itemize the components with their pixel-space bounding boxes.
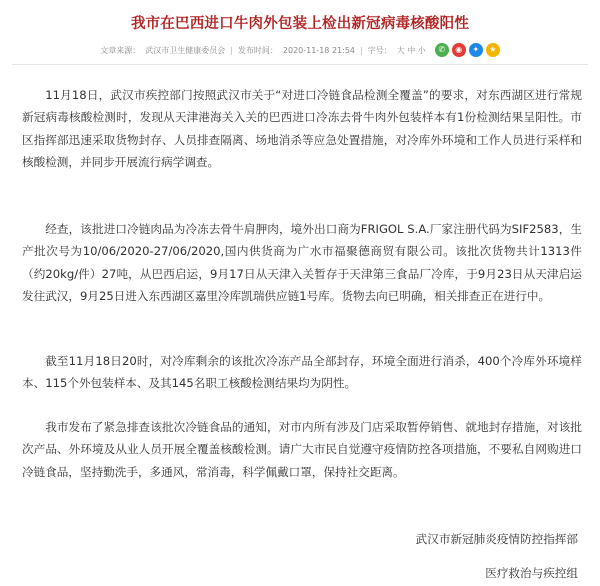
wechat-icon[interactable]: ✆ — [435, 43, 449, 57]
title-divider — [12, 64, 588, 65]
publish-time: 2020-11-18 21:54 — [282, 45, 355, 55]
weibo-icon[interactable]: ◉ — [452, 43, 466, 57]
paragraph-2: 经查，该批进口冷链肉品为冷冻去骨牛肩胛肉，境外出口商为FRIGOL S.A.厂家注册代码为SIF2583，生产批次号为10/06/2020-27/06/2020,国内供货商为广水市福聚德商贸有限公司。该批次货物共计1313件（约20kg/件）27吨，从巴西启运，9月17日从天津入关暂存于天津第三食品厂冷库，于9月23日从天津启运发往武汉，9月25日进入东西湖区嘉里冷库凯瑞供应链1号库。货物去向已明确，相关排查正在进行中。 — [22, 221, 582, 304]
paragraph-1: 11月18日，武汉市疾控部门按照武汉市关于“对进口冷链食品检测全覆盖”的要求，对东西湖区进行常规新冠病毒核酸检测时，发现从天津港海关入关的巴西进口冷冻去骨牛肉外包装样本有1份检测结果呈阳性。市区指挥部迅速采取货物封存、人员排查隔离、场地消杀等应急处置措施，对冷库外环境和工作人员进行采样和核酸检测，并同步开展流行病学调查。 — [22, 87, 582, 170]
article-meta — [0, 40, 600, 60]
signature-org: 武汉市新冠肺炎疫情防控指挥部 — [415, 532, 578, 546]
share-icons — [435, 43, 500, 57]
article-title: 我市在巴西进口牛肉外包装上检出新冠病毒核酸阳性 — [130, 16, 470, 32]
font-size-options[interactable]: 大 中 小 — [396, 45, 426, 55]
source-value: 武汉市卫生健康委员会 — [145, 45, 226, 55]
paragraph-4: 我市发布了紧急排查该批次冷链食品的通知，对市内所有涉及门店采取暂停销售、就地封存措施，对该批次产品、外环境及从业人员开展全覆盖核酸检测。请广大市民自觉遵守疫情防控各项措施，不要私自网购进口冷链食品，坚持勤洗手，多通风，常消毒，科学佩戴口罩，保持社交距离。 — [22, 419, 582, 479]
publish-label: 发布时间： — [237, 45, 278, 55]
qq-icon[interactable]: ✦ — [469, 43, 483, 57]
source-label: 文章来源： — [100, 45, 141, 55]
meta-separator: | — [230, 45, 233, 55]
signature-group: 医疗救治与疾控组 — [485, 566, 578, 580]
qzone-icon[interactable]: ★ — [486, 43, 500, 57]
paragraph-3: 截至11月18日20时，对冷库剩余的该批次冷冻产品全部封存，环境全面进行消杀，400个冷库外环境样本、115个外包装样本、及其145名职工核酸检测结果均为阴性。 — [22, 353, 582, 391]
meta-separator: | — [360, 45, 363, 55]
font-size-label: 字号： — [367, 45, 392, 55]
